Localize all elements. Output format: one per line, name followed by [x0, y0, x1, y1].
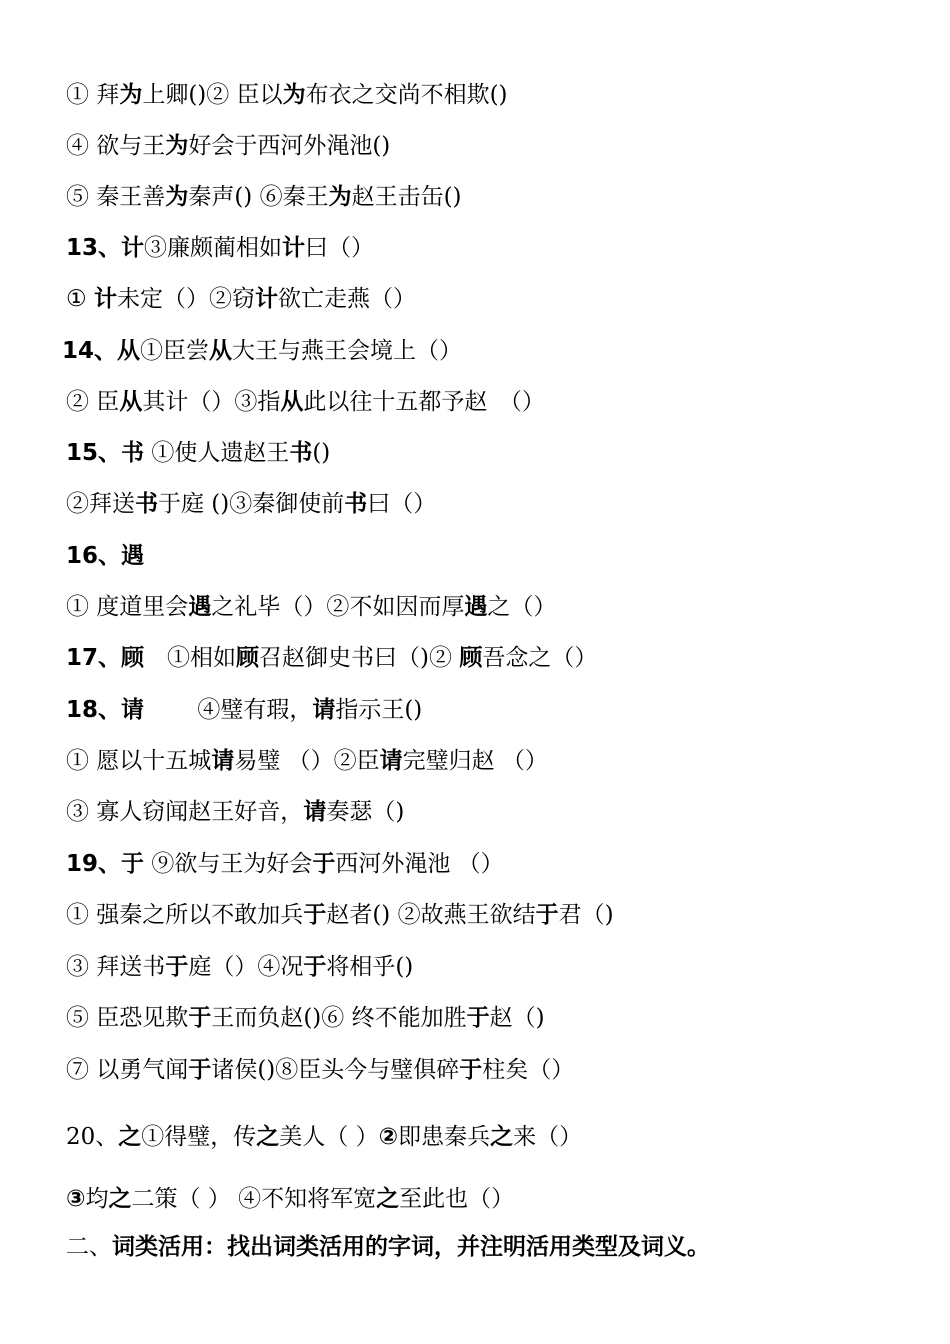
text-segment: ⑦ 以勇气闻	[66, 1057, 189, 1083]
bold-text-segment: 词类活用：找出词类活用的字词，并注明活用类型及词义。	[112, 1234, 710, 1260]
text-segment: ①得璧，传	[141, 1124, 257, 1150]
text-segment: 未定（）②窃	[116, 286, 255, 312]
text-segment: 召赵御史书曰（)②	[259, 645, 460, 671]
bold-text-segment: 为	[282, 82, 306, 108]
bold-text-segment: 为	[165, 133, 189, 159]
text-segment: 曰（）	[305, 235, 375, 261]
text-segment: 赵王击缶()	[351, 184, 462, 210]
text-line	[66, 489, 436, 519]
text-segment: 奏瑟（)	[326, 799, 405, 825]
text-segment: 于庭 ()③秦御使前	[158, 491, 345, 517]
text-segment: ()	[312, 440, 331, 466]
bold-text-segment: 书	[289, 440, 313, 466]
text-segment: 至此也（）	[399, 1186, 515, 1212]
text-segment: 之礼毕（）②不如因而厚	[211, 594, 465, 620]
bold-text-segment: 请	[312, 697, 336, 723]
text-segment: 完璧归赵 （）	[402, 748, 548, 774]
text-line	[66, 952, 413, 982]
bold-text-segment: 书	[135, 491, 158, 517]
text-line	[66, 387, 545, 417]
bold-text-segment: 于	[312, 851, 336, 877]
text-segment: ④璧有瑕，	[144, 697, 313, 723]
text-line	[66, 592, 556, 622]
bold-text-segment: 顾	[236, 645, 260, 671]
text-line	[66, 182, 462, 212]
text-segment: ⑨欲与王为好会	[144, 851, 313, 877]
text-line	[66, 695, 422, 725]
text-segment: 诸侯()⑧臣头今与璧俱碎	[211, 1057, 460, 1083]
bold-text-segment: 遇	[188, 594, 212, 620]
bold-text-segment: 于	[303, 902, 327, 928]
text-segment: 吾念之（）	[482, 645, 598, 671]
text-segment: 曰（）	[367, 491, 437, 517]
bold-text-segment: 于	[535, 902, 559, 928]
bold-text-segment: 于	[466, 1005, 490, 1031]
bold-text-segment: 16、遇	[66, 543, 145, 569]
text-line	[66, 233, 374, 263]
bold-text-segment: 遇	[464, 594, 488, 620]
bold-text-segment: 17、顾	[66, 645, 145, 671]
bold-text-segment: 之	[256, 1124, 280, 1150]
bold-text-segment: 顾	[459, 645, 483, 671]
text-segment: 其计（）③指	[142, 389, 281, 415]
text-segment: 易璧 （）②臣	[234, 748, 380, 774]
text-segment: ①	[66, 286, 94, 312]
text-segment: 柱矣（）	[482, 1057, 575, 1083]
bold-text-segment: 为	[328, 184, 352, 210]
text-segment: ③廉颇蔺相如	[144, 235, 283, 261]
text-segment: ③ 寡人窃闻赵王好音，	[66, 799, 304, 825]
bold-text-segment: 计	[254, 286, 278, 312]
text-line	[66, 1055, 574, 1085]
bold-text-segment: 于	[165, 954, 189, 980]
text-segment: 20、	[66, 1124, 119, 1150]
text-line	[66, 643, 597, 673]
text-line	[66, 131, 390, 161]
text-segment: 指示王()	[335, 697, 423, 723]
text-line	[66, 541, 144, 571]
text-segment: 大王与燕王会境上（）	[232, 338, 463, 364]
bold-text-segment: 从	[209, 338, 233, 364]
text-line	[66, 438, 330, 468]
text-segment: ② 臣	[66, 389, 120, 415]
bold-text-segment: ③	[66, 1186, 86, 1212]
bold-text-segment: 计	[282, 235, 306, 261]
bold-text-segment: ②	[378, 1124, 399, 1150]
text-segment: 西河外渑池 （）	[335, 851, 504, 877]
text-segment: ① 强秦之所以不敢加兵	[66, 902, 304, 928]
bold-text-segment: 于	[188, 1057, 212, 1083]
text-line	[66, 900, 614, 930]
text-segment: 赵（)	[489, 1005, 545, 1031]
text-line	[66, 797, 404, 827]
bold-text-segment: 19、于	[66, 851, 145, 877]
text-segment: 来（）	[513, 1124, 583, 1150]
bold-text-segment: 请	[303, 799, 327, 825]
bold-text-segment: 之	[108, 1186, 132, 1212]
text-line	[66, 746, 548, 776]
bold-text-segment: 请	[211, 748, 235, 774]
text-segment: ① 拜	[66, 82, 120, 108]
text-segment: ① 愿以十五城	[66, 748, 212, 774]
text-segment: ① 度道里会	[66, 594, 189, 620]
text-segment: ⑤ 秦王善	[66, 184, 166, 210]
text-segment: 赵者() ②故燕王欲结	[326, 902, 536, 928]
text-segment: ①相如	[144, 645, 237, 671]
text-segment: 庭（）④况	[188, 954, 304, 980]
text-segment: 之（）	[487, 594, 557, 620]
bold-text-segment: 为	[119, 82, 143, 108]
bold-text-segment: 于	[303, 954, 327, 980]
bold-text-segment: 为	[165, 184, 189, 210]
text-segment: 二、	[66, 1234, 112, 1260]
bold-text-segment: 14、从	[62, 338, 141, 364]
text-segment: 君（)	[558, 902, 614, 928]
bold-text-segment: 之	[118, 1124, 142, 1150]
text-segment: 上卿()② 臣以	[142, 82, 283, 108]
text-segment: 二策（ ） ④不知将军宽	[131, 1186, 377, 1212]
bold-text-segment: 请	[379, 748, 403, 774]
text-segment: ①臣尝	[140, 338, 210, 364]
text-segment: 王而负赵()⑥ 终不能加胜	[211, 1005, 467, 1031]
text-line	[66, 1184, 514, 1214]
text-segment: 均	[85, 1186, 109, 1212]
text-segment: 即患秦兵	[398, 1124, 491, 1150]
bold-text-segment: 书	[344, 491, 368, 517]
bold-text-segment: 于	[459, 1057, 483, 1083]
text-line	[66, 1003, 545, 1033]
bold-text-segment: 之	[376, 1186, 400, 1212]
text-segment: 好会于西河外渑池()	[188, 133, 391, 159]
text-line	[66, 1232, 710, 1262]
text-segment: ⑤ 臣恐见欺	[66, 1005, 189, 1031]
bold-text-segment: 于	[188, 1005, 212, 1031]
bold-text-segment: 计	[93, 286, 117, 312]
text-segment: ④ 欲与王	[66, 133, 166, 159]
bold-text-segment: 18、请	[66, 697, 145, 723]
text-segment: ②拜送	[66, 491, 135, 517]
text-segment: ③ 拜送书	[66, 954, 166, 980]
text-segment: 此以往十五都予赵 （）	[303, 389, 545, 415]
text-segment: 秦声() ⑥秦王	[188, 184, 329, 210]
text-line	[66, 284, 416, 314]
text-segment: ①使人遗赵王	[144, 440, 290, 466]
text-line	[66, 80, 508, 110]
bold-text-segment: 从	[280, 389, 304, 415]
bold-text-segment: 从	[119, 389, 143, 415]
text-segment: 欲亡走燕（）	[277, 286, 416, 312]
bold-text-segment: 13、计	[66, 235, 145, 261]
text-line	[66, 1122, 582, 1152]
text-segment: 将相乎()	[326, 954, 414, 980]
bold-text-segment: 15、书	[66, 440, 145, 466]
bold-text-segment: 之	[490, 1124, 514, 1150]
text-segment: 布衣之交尚不相欺()	[305, 82, 508, 108]
text-line	[66, 849, 504, 879]
text-line	[62, 336, 462, 366]
text-segment: 美人（ ）	[279, 1124, 379, 1150]
